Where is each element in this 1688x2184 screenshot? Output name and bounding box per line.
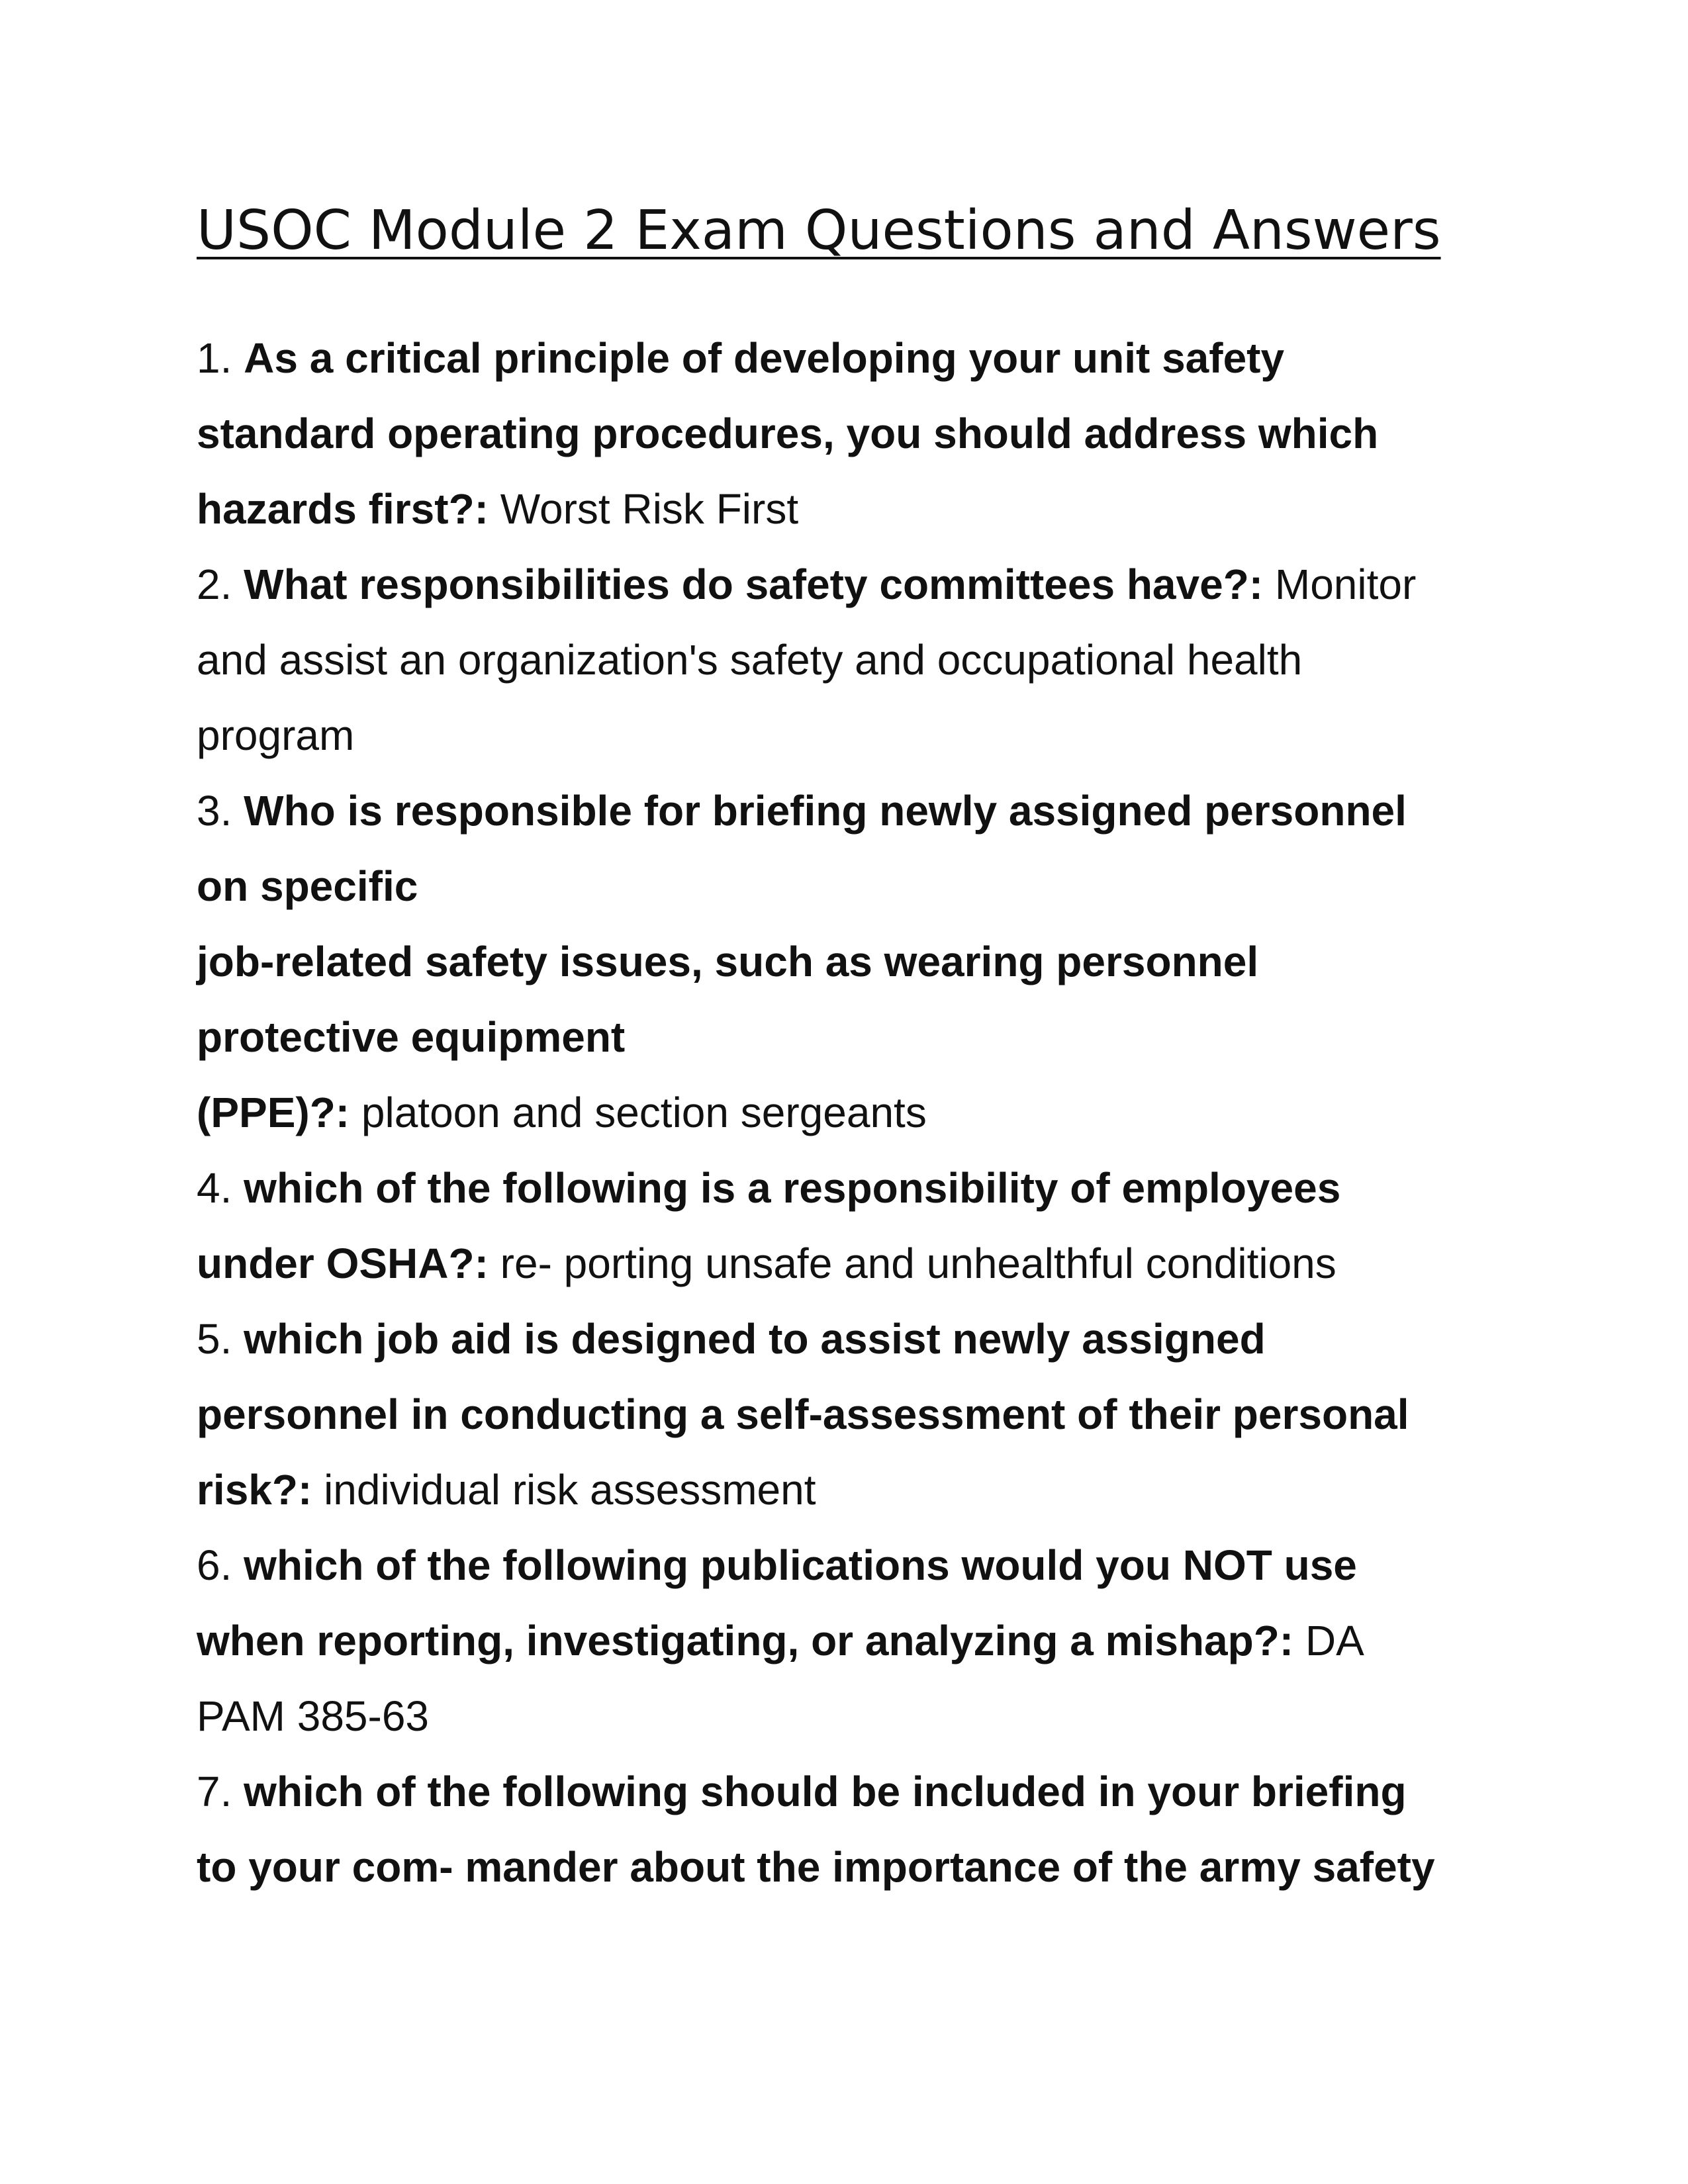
text-line (197, 1389, 1409, 1439)
answer-text: Monitor (1274, 561, 1417, 608)
text-line (197, 635, 1302, 685)
text-line (197, 408, 1378, 459)
document-title: USOC Module 2 Exam Questions and Answers (197, 199, 1441, 262)
line-number: 2. (197, 561, 244, 608)
text-line (197, 333, 1284, 383)
line-number: 5. (197, 1315, 244, 1363)
line-number: 7. (197, 1768, 244, 1815)
text-line (197, 936, 1258, 987)
question-text: which of the following should be included in your briefing (244, 1768, 1407, 1815)
question-text: risk?: (197, 1466, 324, 1514)
question-text: personnel in conducting a self-assessment of their personal (197, 1390, 1409, 1438)
line-number: 1. (197, 334, 244, 382)
question-text: protective equipment (197, 1013, 626, 1061)
answer-text: re- porting unsafe and unhealthful conditions (500, 1240, 1336, 1287)
answer-text: and assist an organization's safety and occupational health (197, 636, 1303, 684)
question-text: hazards first?: (197, 485, 500, 533)
text-line (197, 1540, 1357, 1590)
answer-text: platoon and section sergeants (361, 1089, 927, 1136)
answer-text: program (197, 711, 355, 759)
question-text: which of the following publications would you NOT use (244, 1541, 1357, 1589)
text-line (197, 1766, 1407, 1817)
line-number: 3. (197, 787, 244, 835)
question-text: under OSHA?: (197, 1240, 500, 1287)
text-line (197, 1691, 429, 1741)
text-line (197, 1012, 625, 1062)
text-line (197, 1163, 1340, 1213)
answer-text: DA (1305, 1617, 1364, 1664)
question-text: when reporting, investigating, or analyzing a mishap?: (197, 1617, 1305, 1664)
text-line (197, 1314, 1266, 1364)
answer-text: individual risk assessment (324, 1466, 816, 1514)
text-line (197, 1465, 816, 1515)
answer-text: PAM 385-63 (197, 1692, 429, 1740)
line-number: 4. (197, 1164, 244, 1212)
text-line (197, 1842, 1435, 1892)
question-text: What responsibilities do safety committees have?: (244, 561, 1275, 608)
question-text: (PPE)?: (197, 1089, 361, 1136)
question-text: which job aid is designed to assist newly assigned (244, 1315, 1266, 1363)
text-line (197, 1238, 1336, 1289)
question-text: to your com- mander about the importance of the army safety (197, 1843, 1435, 1891)
text-line (197, 786, 1407, 836)
text-line (197, 559, 1416, 610)
question-text: Who is responsible for briefing newly assigned personnel (244, 787, 1407, 835)
question-text: As a critical principle of developing your unit safety (244, 334, 1285, 382)
text-line (197, 861, 418, 911)
text-line (197, 1087, 927, 1138)
line-number: 6. (197, 1541, 244, 1589)
question-text: standard operating procedures, you should address which (197, 410, 1379, 457)
question-text: which of the following is a responsibility of employees (244, 1164, 1341, 1212)
question-text: on specific (197, 862, 418, 910)
text-line (197, 1615, 1364, 1666)
text-line (197, 710, 354, 760)
text-line (197, 484, 798, 534)
answer-text: Worst Risk First (500, 485, 799, 533)
question-text: job-related safety issues, such as wearing personnel (197, 938, 1259, 985)
